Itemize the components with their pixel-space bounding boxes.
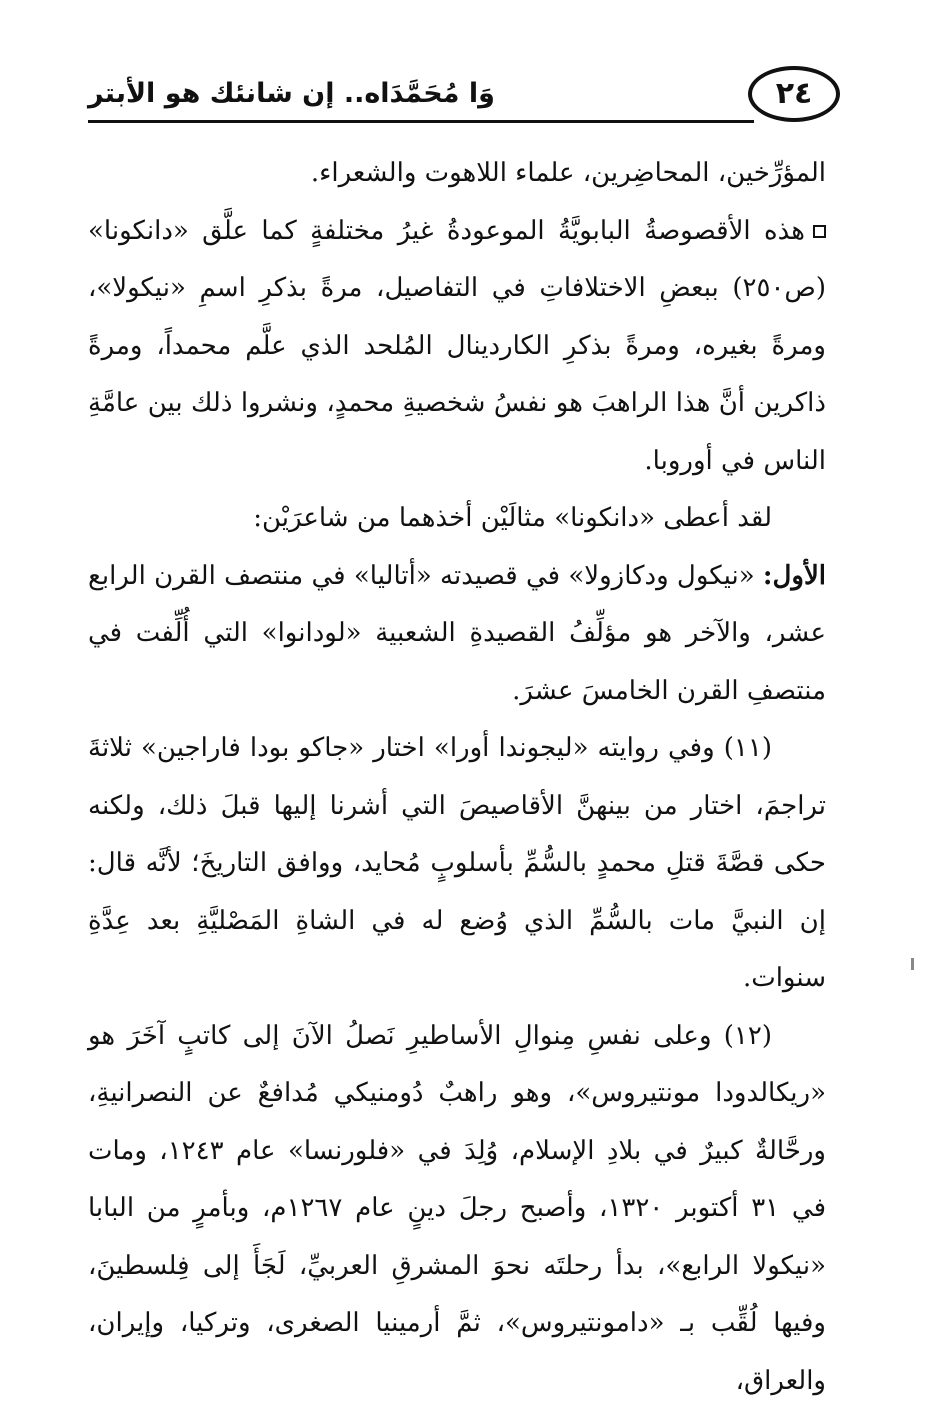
paragraph-numbered xyxy=(88,720,826,1008)
paragraph-text: هذه الأقصوصةُ البابويَّةُ الموعودةُ غيرُ مختلفةٍ كما علَّق «دانكونا» (ص٢٥٠) ببعضِ الاختلافاتِ في التفاصيل، مرةً بذكرِ اسمِ «نيكولا»، ومرةً بغيره، ومرةً بذكرِ الكاردينال المُلحد الذي علَّم محمداً، ومرةً ذاكرين أنَّ هذا الراهبَ هو نفسُ شخصيةِ محمدٍ، ونشروا ذلك بين عامَّةِ الناس في أوروبا. xyxy=(88,216,826,476)
paragraph-text: لقد أعطى «دانكونا» مثالَيْن أخذهما من شاعرَيْن: xyxy=(253,503,772,533)
paragraph-lead xyxy=(88,548,826,721)
page-number-badge xyxy=(748,66,840,122)
page-number: ٢٤ xyxy=(776,79,813,109)
body-text xyxy=(88,145,826,1410)
running-title: وَا مُحَمَّدَاه.. إن شانئك هو الأبتر xyxy=(88,78,495,109)
paragraph-text: (١١) وفي روايته «ليجوندا أورا» اختار «جاكو بودا فاراجين» ثلاثةَ تراجمَ، اختار من بينهنَّ الأقاصيصَ التي أشرنا إليها قبلَ ذلك، ولكنه حكى قصَّةَ قتلِ محمدٍ بالسُّمِّ بأسلوبٍ مُحايد، ووافق التاريخَ؛ لأنَّه قال: إن النبيَّ مات بالسُّمِّ الذي وُضع له في الشاةِ المَصْليَّةِ بعد عِدَّةِ سنوات. xyxy=(88,733,826,993)
paragraph-text: «نيكول ودكازولا» في قصيدته «أتاليا» في منتصف القرن الرابع عشر، والآخر هو مؤلِّفُ القصيدةِ الشعبية «لودانوا» التي أُلِّفت في منتصفِ القرن الخامسَ عشرَ. xyxy=(88,561,826,706)
paragraph-continuation xyxy=(88,145,826,203)
paragraph-numbered xyxy=(88,1008,826,1410)
paragraph xyxy=(88,490,826,548)
square-bullet-icon xyxy=(813,225,826,238)
paragraph-lead-label: الأول: xyxy=(763,561,826,591)
paragraph-text: (١٢) وعلى نفسِ مِنوالِ الأساطيرِ نَصلُ الآنَ إلى كاتبٍ آخَرَ هو «ريكالدودا مونتيروس»، وهو راهبٌ دُومنيكي مُدافعٌ عن النصرانيةِ، ورحَّالةٌ كبيرٌ في بلادِ الإسلام، وُلِدَ في «فلورنسا» عام ١٢٤٣، ومات في ٣١ أكتوبر ١٣٢٠، وأصبح رجلَ دينٍ عام ١٢٦٧م، وبأمرٍ من البابا «نيكولا الرابع»، بدأ رحلتَه نحوَ المشرقِ العربيِّ، لَجَأَ إلى فِلسطينَ، وفيها لُقِّب بـ «دامونتيروس»، ثمَّ أرمينيا الصغرى، وتركيا، وإيران، والعراق، xyxy=(88,1021,826,1396)
scan-edge-mark xyxy=(911,958,914,970)
paragraph-bulleted xyxy=(88,203,826,491)
paragraph-text: المؤرِّخين، المحاضِرين، علماء اللاهوت والشعراء. xyxy=(311,158,826,188)
header-divider xyxy=(88,120,754,123)
page-header xyxy=(88,66,840,136)
